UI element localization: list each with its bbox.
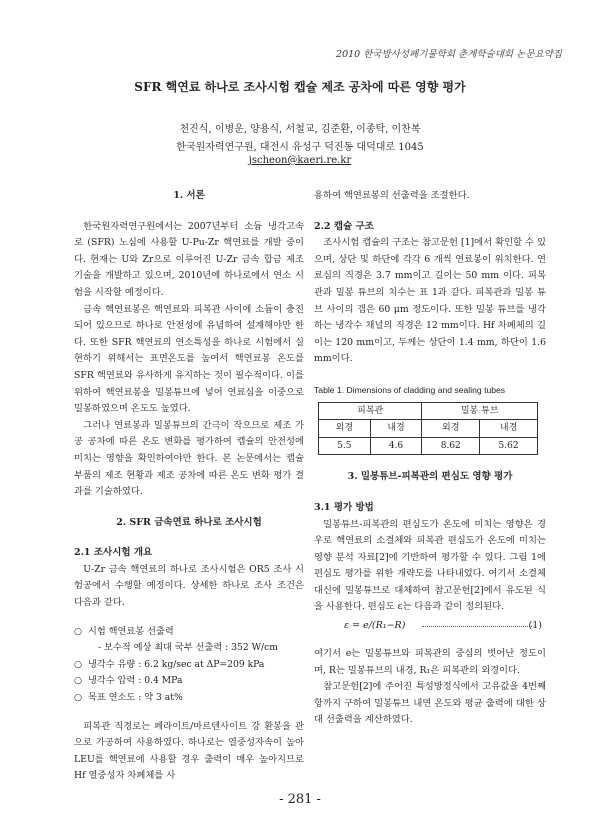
section-2-2-paragraph: 조사시험 캡슐의 구조는 참고문헌 [1]에서 확인할 수 있으며, 상단 및 하단에 각각 6 개씩 연료봉이 위치한다. 연료심의 직경은 3.7 mm이고 길이는 50 mm 이다. 피복관과 밀봉 튜브의 치수는 표 1과 같다. 피복관과 밀봉 튜브 사이의 갭은 60 μm 정도이다. 또한 밀봉 튜브를 냉각하는 냉각수 채널의 직경은 12 mm이다. Hf 차폐체의 길이는 120 mm이고, 두께는 상단이 1.4 mm, 하단이 1.6 mm이다. <box>314 237 546 365</box>
right-column <box>314 188 546 729</box>
table-cell: 5.62 <box>480 437 538 455</box>
continued-paragraph: 용하여 핵연료봉의 선출력을 조절한다. <box>314 190 470 201</box>
dimension-table <box>318 402 538 456</box>
section-3-1-paragraph-2: 참고문헌[2]에 주어진 특성방정식에서 고유값을 4번째 항까지 구하여 밀봉튜브 내면 온도와 평균 출력에 대한 상대 선출력을 계산하였다. <box>314 681 546 726</box>
list-item: ○ 냉각수 유량 : 6.2 kg/sec at ΔP=209 kPa <box>74 658 265 670</box>
paper-title: SFR 핵연료 하나로 조사시험 캡슐 제조 공차에 따른 영향 평가 <box>134 80 466 94</box>
table-row <box>319 420 538 438</box>
table-group-header: 밀봉 튜브 <box>422 402 538 420</box>
section-3-1-paragraph: 밀봉튜브-피복관의 편심도가 온도에 미치는 영향은 경우로 핵연료의 소결체와 피복관 편심도가 온도에 미치는 영향 분석 자료[2]에 기반하여 평가할 수 있다. 그림 1에 편심도 평가를 위한 개략도를 나타내었다. 여기서 소결체 대신에 밀봉튜브로 대체하여 참고문헌[2]에서 유도된 식을 사용한다. 편심도 ε는 다음과 같이 정의된다. <box>314 518 546 613</box>
equation: ε = e/(R₁−R) <box>344 620 406 632</box>
table-row <box>319 402 538 420</box>
intro-paragraph-2: 금속 핵연료봉은 핵연료와 피복관 사이에 소듐이 충진되어 있으므로 하나로 안전성에 유념하여 설계해야만 한다. 또한 SFR 핵연료의 연소특성을 하나로 시험에서 실현하기 위해서는 표면온도를 높여서 핵연료봉 온도를 SFR 핵연료와 유사하게 유지하는 것이 필수적이다. 이를 위하여 핵연료봉을 밀봉튜브에 넣어 연료심을 이중으로 밀봉하였으며 온도도 높였다. <box>74 303 304 415</box>
section-1-heading: 1. 서론 <box>173 190 205 201</box>
equation-line <box>314 616 546 636</box>
left-column <box>74 188 304 785</box>
subsection-2-2-heading: 2.2 캡슐 구조 <box>314 220 374 232</box>
table-col-header: 외경 <box>319 420 371 438</box>
table-row <box>319 437 538 455</box>
running-header: 2010 한국방사성폐기물학회 춘계학술대회 논문요약집 <box>336 49 562 60</box>
list-item: ○ 시험 핵연료봉 선출력 <box>74 625 174 637</box>
table-cell: 5.5 <box>319 437 371 455</box>
section-2-heading: 2. SFR 금속연료 하나로 조사시험 <box>116 516 262 528</box>
section-2-1-paragraph: U-Zr 금속 핵연료의 하나로 조사시험은 OR5 조사 시험공에서 수행할 예정이다. 상세한 하나로 조사 조건은 다음과 같다. <box>74 563 304 609</box>
author-email[interactable]: jscheon@kaeri.re.kr <box>248 155 352 166</box>
table-caption: Table 1. Dimensions of cladding and sealing tubes <box>314 384 506 395</box>
table-col-header: 내경 <box>480 420 538 438</box>
intro-paragraph-3: 그러나 연료봉과 밀봉튜브의 간극이 작으므로 제조 가공 공차에 따른 온도 변화를 평가하여 캡슐의 안전성에 미치는 영향을 확인하여야만 한다. 본 논문에서는 캡슐 부품의 제조 현황과 제조 공차에 따른 온도 변화 평가 결과를 기술하였다. <box>74 419 304 498</box>
equation-explanation: 여기서 e는 밀봉튜브와 피복관의 중심의 벗어난 정도이며, R는 밀봉튜브의 내경, R₁은 피복관의 외경이다. <box>314 648 546 676</box>
intro-paragraph-1: 한국원자력연구원에서는 2007년부터 소듐 냉각고속로 (SFR) 노심에 사용할 U-Pu-Zr 핵연료를 개발 중이다. 현재는 U와 Zr으로 이루어진 U-Zr 금속 합금 제조 기술을 개발하고 있으며, 2010년에 하나로에서 연소 시험을 시작할 예정이다. <box>74 220 304 298</box>
section-3-heading: 3. 밀봉튜브-피복관의 편심도 영향 평가 <box>347 471 513 483</box>
table-group-header: 피복관 <box>319 402 422 420</box>
table-cell: 4.6 <box>370 437 422 455</box>
irradiation-condition-list <box>74 624 304 707</box>
author-list: 천진식, 이병운, 양용식, 서철교, 김준환, 이종탁, 이찬복 <box>179 124 421 135</box>
table-col-header: 외경 <box>422 420 480 438</box>
equation-number: (1) <box>528 620 542 632</box>
table-col-header: 내경 <box>370 420 422 438</box>
section-2-1-paragraph-2: 피복관 직경로는 페라이트/마르텐사이트 강 환봉을 관으로 가공하여 사용하였다. 하나로는 열중성자속이 높아 LEU를 핵연료에 사용할 경우 출력이 매우 높아지므로 Hf 열중성자 차폐체를 사 <box>74 720 304 782</box>
subsection-2-1-heading: 2.1 조사시험 개요 <box>74 547 153 559</box>
page-number: - 281 - <box>279 792 321 807</box>
list-item: - 보수적 예상 최대 국부 선출력 : 352 W/cm <box>98 642 278 654</box>
list-item: ○ 냉각수 압력 : 0.4 MPa <box>74 675 183 687</box>
subsection-3-1-heading: 3.1 평가 방법 <box>314 501 374 513</box>
equation-leader <box>422 626 532 627</box>
list-item: ○ 목표 연소도 : 약 3 at% <box>74 692 183 704</box>
affiliation: 한국원자력연구원, 대전시 유성구 덕진동 대덕대로 1045 <box>176 142 424 153</box>
table-cell: 8.62 <box>422 437 480 455</box>
